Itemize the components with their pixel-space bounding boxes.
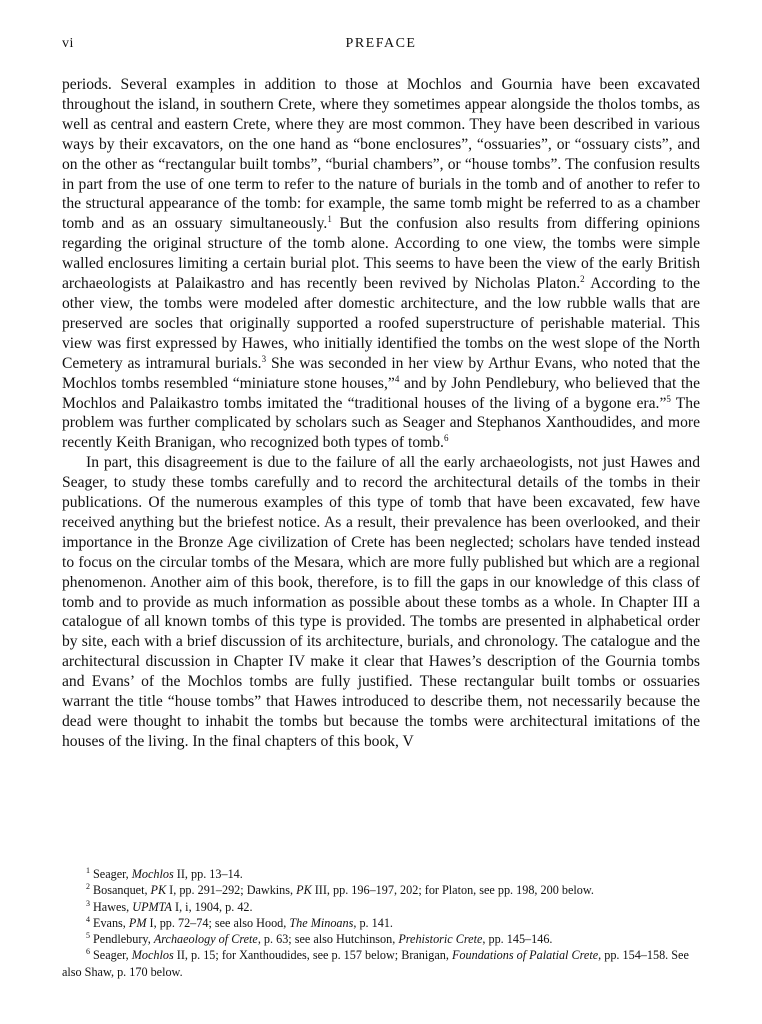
footnote-text: , pp. 145–146. (482, 932, 553, 947)
footnote-text: Seager, (93, 948, 132, 963)
body-paragraph (62, 453, 700, 752)
footnote-marker: 5 (666, 393, 671, 404)
text-run: According to the other view, the tombs were modeled after domestic architecture, and the low rubble walls that are preserved are socles that originally supported a roofed superstructure of perishable material. This view was first expressed by Hawes, who initially identified the tombs on the west slope of the North Cemetery as intramural burials. (62, 275, 700, 372)
text-run: In part, this disagreement is due to the failure of all the early archaeologists, not just Hawes and Seager, to study these tombs carefully and to record the architectural details of the tombs in their publications. Of the numerous examples of this type of tomb that have been excavated, few have received anything but the briefest notice. As a result, their prevalence has been overlooked, and their importance in the Bronze Age civilization of Crete has been neglected; scholars have tended instead to focus on the circular tombs of the Mesara, which are more fully published but which are a regional phenomenon. Another aim of this book, therefore, is to fill the gaps in our knowledge of this class of tomb and to provide as much information as possible about these tombs as a whole. In Chapter III a catalogue of all known tombs of this type is provided. The tombs are presented in alphabetical order by site, each with a brief discussion of its architecture, burials, and chronology. The catalogue and the architectural discussion in Chapter IV make it clear that Hawes’s description of the Gournia tombs and Evans’ of the Mochlos tombs are fully justified. These rectangular built tombs or ossuaries warrant the title “house tombs” that Hawes introduced to describe them, not necessarily because the dead were thought to inhabit the tombs but because the tombs were architectural imitations of the houses of the living. In the final chapters of this book, V (62, 454, 700, 750)
footnote-text: II, p. 15; for Xanthoudides, see p. 157 below; Branigan, (173, 948, 452, 963)
body-paragraph (62, 75, 700, 453)
footnote-marker: 6 (443, 433, 449, 444)
footnote-text: , p. 63; see also Hutchinson, (257, 932, 399, 947)
citation-title: Mochlos (131, 867, 174, 881)
footnote-marker: 2 (580, 273, 585, 284)
footnote (62, 866, 700, 882)
citation-title: PK (296, 883, 312, 898)
footnote-text: I, pp. 291–292; Dawkins, (166, 883, 297, 898)
footnote-text: II, pp. 13–14. (173, 867, 243, 881)
running-head: PREFACE (345, 36, 417, 51)
page-number: vi (62, 36, 74, 51)
main-text (62, 75, 700, 752)
footnote-marker: 1 (327, 214, 332, 225)
footnote-number: 2 (86, 882, 90, 892)
citation-title: Prehistoric Crete (398, 932, 483, 947)
footnote-text: , p. 141. (353, 915, 393, 930)
footnote-number: 5 (86, 931, 90, 941)
citation-title: PK (150, 883, 167, 898)
citation-title: UPMTA (132, 899, 172, 914)
footnote-marker: 4 (394, 373, 400, 384)
citation-title: Mochlos (131, 948, 174, 963)
text-run: But the confusion also results from differing opinions regarding the original structure of the tomb alone. According to one view, the tombs were simple walled enclosures limiting a certain burial plot. This seems to have been the view of the early British archaeologists at Palaikastro and has recently been revived by Nicholas Platon. (62, 215, 700, 293)
text-run: She was seconded in her view by Arthur Evans, who noted that the Mochlos tombs resembled “miniature stone houses,” (62, 354, 700, 392)
footnote-text: I, pp. 72–74; see also Hood, (146, 915, 290, 930)
footnote-text: III, pp. 196–197, 202; for Platon, see pp. 198, 200 below. (311, 883, 594, 898)
footnote (62, 899, 700, 915)
footnote-number: 4 (86, 914, 90, 924)
footnote-marker: 3 (261, 353, 267, 364)
footnote (62, 882, 700, 898)
citation-title: Foundations of Palatial Crete (451, 948, 599, 963)
citation-title: The Minoans (289, 915, 354, 930)
page-header (62, 36, 700, 58)
text-run: and by John Pendlebury, who believed that the Mochlos and Palaikastro tombs imitated the “traditional houses of the living of a bygone era.” (62, 374, 700, 412)
footnote (62, 931, 700, 947)
footnote-number: 3 (86, 898, 90, 908)
text-run: periods. Several examples in addition to those at Mochlos and Gournia have been excavated throughout the island, in southern Crete, where they sometimes appear alongside the tholos tombs, as well as central and eastern Crete, where they are most common. They have been described in various ways by their excavators, on the one hand as “bone enclosures”, “ossuaries”, or “ossuary cists”, and on the other as “rectangular built tombs”, “burial chambers”, or “house tombs”. The confusion results in part from the use of one term to refer to the nature of burials in the tomb and of another to refer to the structural appearance of the tomb: for example, the same tomb might be referred to as a chamber tomb and as an ossuary simultaneously. (62, 76, 700, 233)
footnote-text: Hawes, (93, 899, 133, 914)
footnote-number: 1 (86, 865, 90, 875)
footnote-text: Bosanquet, (93, 883, 151, 898)
footnote-text: Evans, (93, 915, 129, 930)
footnote (62, 915, 700, 931)
citation-title: Archaeology of Crete (153, 932, 258, 947)
footnote-number: 6 (86, 947, 90, 957)
footnotes (62, 866, 700, 980)
footnote (62, 947, 700, 980)
footnote-text: Pendlebury, (93, 932, 154, 947)
citation-title: PM (128, 915, 147, 930)
text-run: The problem was further complicated by scholars such as Seager and Stephanos Xanthoudides, and more recently Keith Branigan, who recognized both types of tomb. (62, 394, 700, 452)
footnote-text: Seager, (93, 867, 132, 881)
footnote-text: , pp. 154–158. See also Shaw, p. 170 below. (62, 948, 689, 979)
footnote-text: I, i, 1904, p. 42. (171, 899, 253, 914)
